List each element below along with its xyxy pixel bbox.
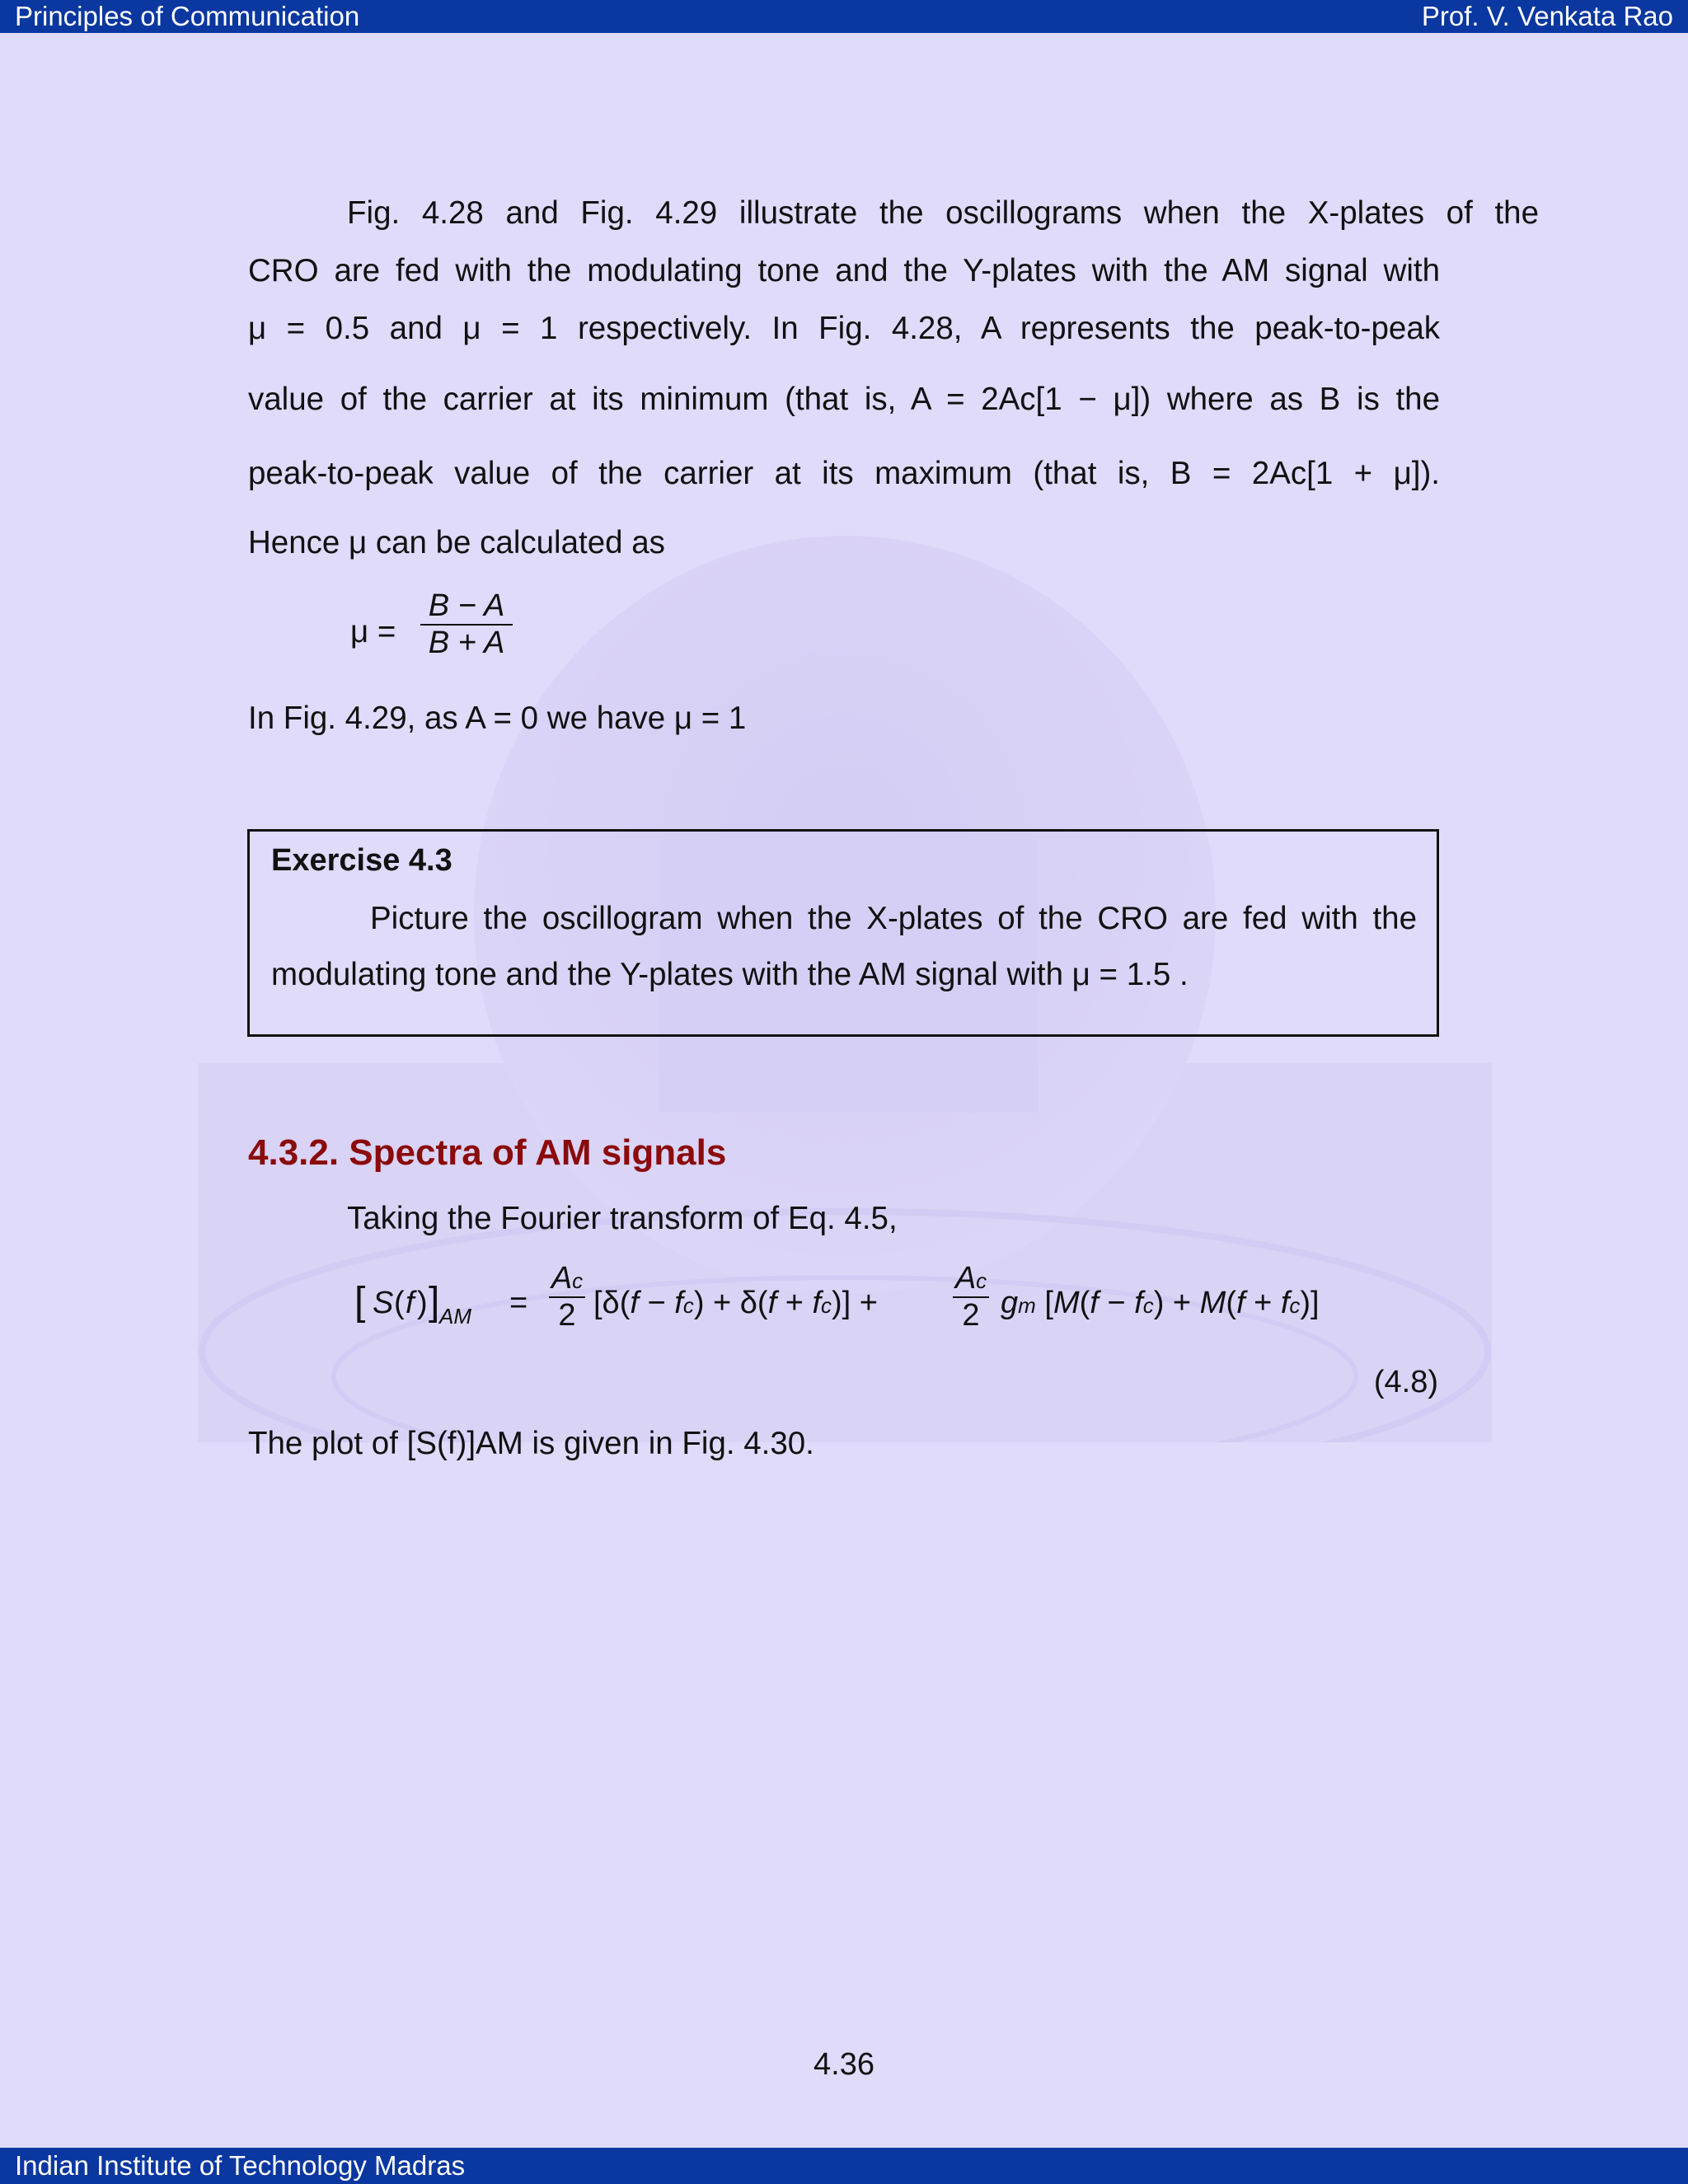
header-course-title: Principles of Communication: [15, 1, 360, 31]
paragraph-line: CRO are fed with the modulating tone and the Y-plates with the AM signal with: [248, 253, 1440, 288]
paragraph-line: value of the carrier at its minimum (that is, A = 2Ac[1 − μ]) where as B is the: [248, 382, 1440, 417]
page-number: 4.36: [814, 2047, 874, 2082]
equation-number: (4.8): [1373, 1365, 1438, 1399]
mu-formula-denominator: B + A: [428, 626, 505, 660]
fourier-equation: [ S ( f ) ] AM = Ac 2 [δ(f − fc) + δ(f + fc)] + Ac 2 gm [M(f − fc) + M(f + fc)]: [354, 1261, 1320, 1333]
paragraph-line: Fig. 4.28 and Fig. 4.29 illustrate the oscillograms when the X-plates of the: [347, 195, 1539, 231]
paragraph-line: In Fig. 4.29, as A = 0 we have μ = 1: [248, 701, 747, 736]
mu-formula-numerator: B − A: [428, 588, 505, 623]
paragraph-line: Hence μ can be calculated as: [248, 525, 665, 560]
paragraph-line: peak-to-peak value of the carrier at its maximum (that is, B = 2Ac[1 + μ]).: [248, 456, 1440, 491]
footer-institute: Indian Institute of Technology Madras: [15, 2150, 466, 2181]
section-intro: Taking the Fourier transform of Eq. 4.5,: [347, 1201, 898, 1236]
mu-formula-lhs: μ =: [350, 614, 396, 649]
exercise-line: modulating tone and the Y-plates with the AM signal with μ = 1.5 .: [271, 957, 1189, 992]
section-heading: 4.3.2. Spectra of AM signals: [248, 1132, 727, 1173]
exercise-title: Exercise 4.3: [271, 843, 452, 878]
closing-line: The plot of [S(f)]AM is given in Fig. 4.30.: [248, 1426, 814, 1461]
exercise-line: Picture the oscillogram when the X-plates of the CRO are fed with the: [370, 901, 1417, 936]
mu-formula-fraction: [420, 588, 513, 661]
header-author: Prof. V. Venkata Rao: [1421, 1, 1673, 31]
exercise-box: [247, 829, 1439, 1037]
footer-bar: [0, 2148, 1688, 2184]
paragraph-line: μ = 0.5 and μ = 1 respectively. In Fig. 4.28, A represents the peak-to-peak: [248, 311, 1440, 346]
